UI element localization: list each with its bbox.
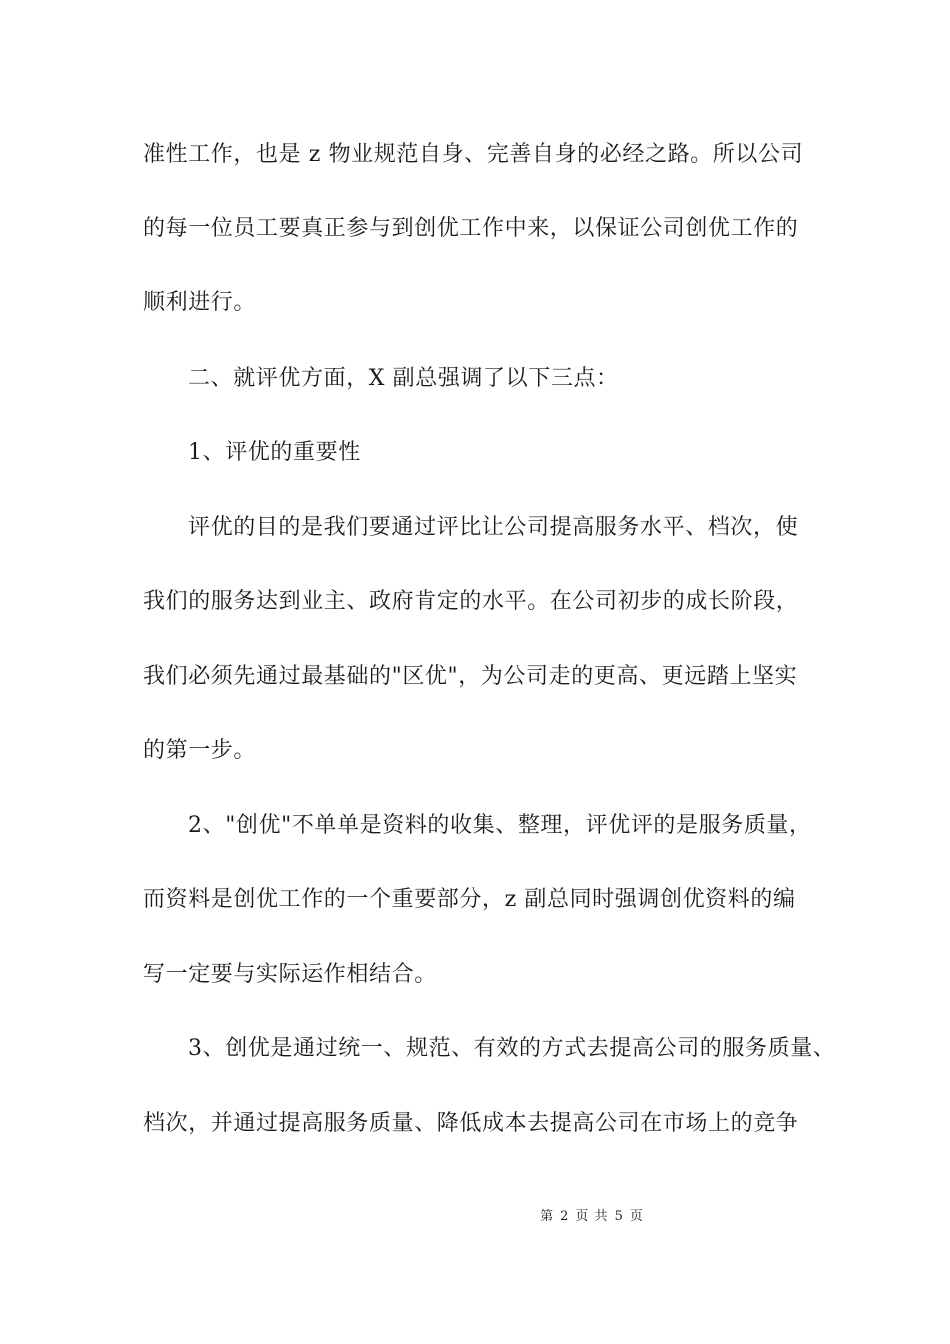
paragraph-line: 顺利进行。 — [143, 290, 257, 315]
paragraph-line: 评优的目的是我们要通过评比让公司提高服务水平、档次，使 — [188, 515, 799, 540]
footer-middle: 页 共 — [575, 1209, 609, 1224]
paragraph-line: 档次，并通过提高服务质量、降低成本去提高公司在市场上的竞争 — [143, 1111, 799, 1136]
paragraph-line: 我们的服务达到业主、政府肯定的水平。在公司初步的成长阶段， — [143, 589, 799, 614]
footer-prefix: 第 — [540, 1209, 555, 1224]
paragraph-line: 写一定要与实际运作相结合。 — [143, 962, 437, 987]
total-pages-number: 5 — [614, 1209, 624, 1224]
paragraph-line: 准性工作，也是 z 物业规范自身、完善自身的必经之路。所以公司 — [143, 142, 804, 167]
paragraph-line: 我们必须先通过最基础的"区优"，为公司走的更高、更远踏上坚实 — [143, 664, 798, 689]
page-footer — [0, 1208, 950, 1226]
paragraph-line: 的第一步。 — [143, 738, 257, 763]
current-page-number: 2 — [560, 1209, 570, 1224]
paragraph-line: 2、"创优"不单单是资料的收集、整理，评优评的是服务质量， — [188, 813, 812, 838]
subheading: 1、评优的重要性 — [188, 440, 361, 465]
paragraph-line: 的每一位员工要真正参与到创优工作中来，以保证公司创优工作的 — [143, 216, 799, 241]
paragraph-line: 而资料是创优工作的一个重要部分，z 副总同时强调创优资料的编 — [143, 887, 796, 912]
footer-suffix: 页 — [629, 1209, 644, 1224]
section-heading: 二、就评优方面，X 副总强调了以下三点： — [188, 366, 619, 391]
paragraph-line: 3、创优是通过统一、规范、有效的方式去提高公司的服务质量、 — [188, 1036, 836, 1061]
